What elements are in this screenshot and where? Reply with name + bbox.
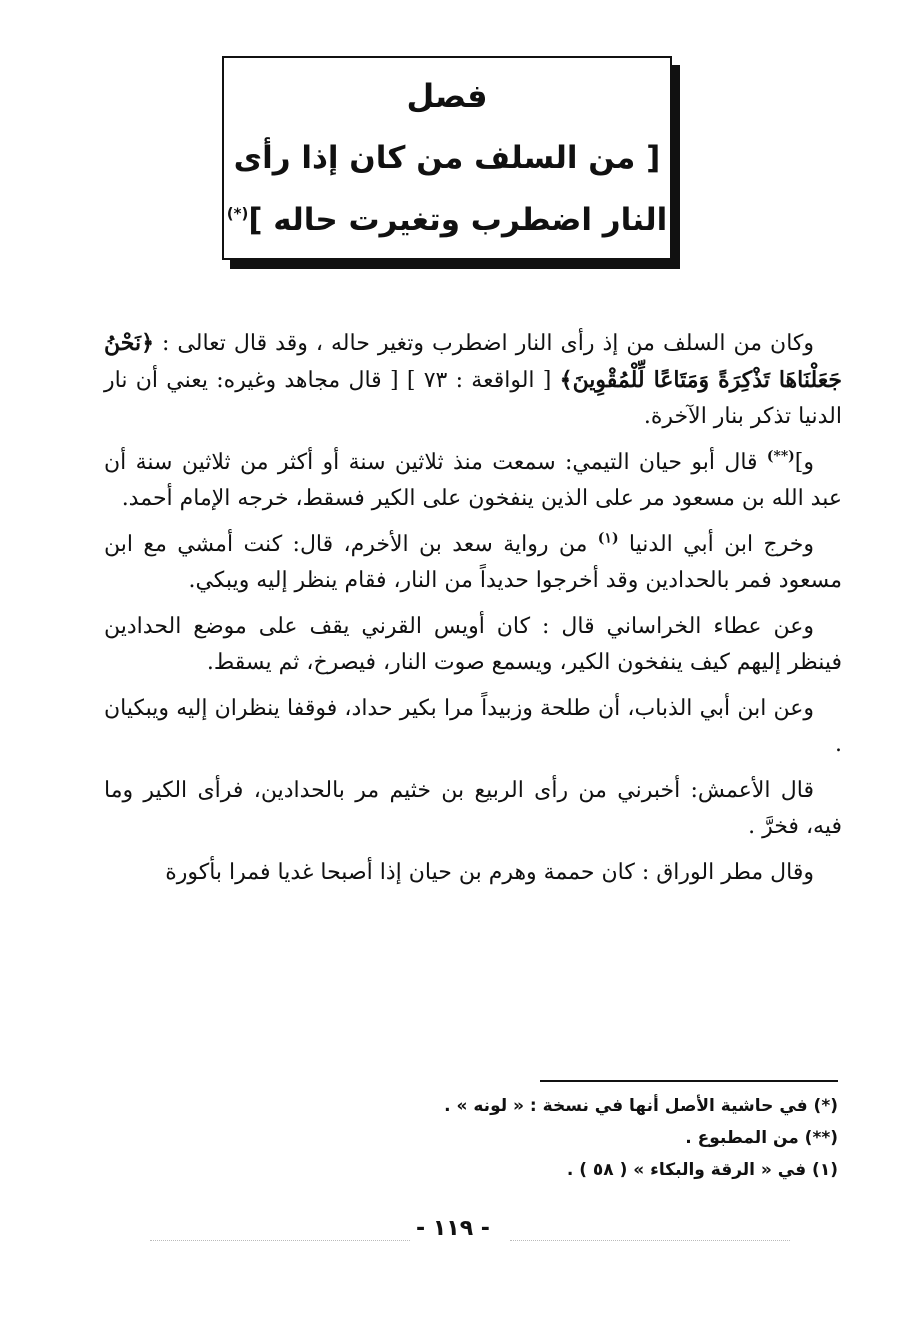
paragraph-text: من رواية سعد بن الأخرم، قال: كنت أمشي مع ابن مسعود فمر بالحدادين وقد أخرجوا حديداً من النار، فقام ينظر إليه ويبكي. [104, 532, 842, 593]
paragraph: قال الأعمش: أخبرني من رأى الربيع بن خثيم مر بالحدادين، فرأى الكير وما فيه، فخرَّ . [104, 778, 842, 839]
title-footnote-marker: (*) [226, 204, 249, 223]
paragraph [104, 527, 842, 599]
footnote-marker: (**) [766, 448, 795, 465]
paragraph-text: و] [794, 450, 814, 475]
footnote: (*) في حاشية الأصل أنها في نسخة : « لونه » . [444, 1096, 838, 1116]
paragraph [104, 325, 842, 435]
footnote-separator [540, 1080, 838, 1082]
paragraph [104, 445, 842, 517]
chapter-subtitle-line2 [224, 200, 670, 240]
footnotes [300, 1090, 838, 1186]
page-number: - ١١٩ - [416, 1216, 490, 1241]
chapter-subtitle-line2-text: النار اضطرب وتغيرت حاله ] [248, 202, 668, 238]
footnote: (١) في « الرقة والبكاء » ( ٥٨ ) . [566, 1160, 838, 1180]
footnote: (**) من المطبوع . [685, 1128, 838, 1148]
paragraph: وعن عطاء الخراساني قال : كان أويس القرني يقف على موضع الحدادين فينظر إليهم كيف ينفخون الكير، ويسمع صوت النار، فيصرخ، ثم يسقط. [104, 614, 842, 675]
paragraph-text: [ الواقعة : ٧٣ ] [ قال مجاهد وغيره: يعني أن نار الدنيا تذكر بنار الآخرة. [104, 368, 842, 429]
paragraph: وقال مطر الوراق : كان حممة وهرم بن حيان إذا أصبحا غديا فمرا بأكورة [165, 860, 814, 885]
chapter-title-box [222, 56, 672, 260]
paragraph-text: قال أبو حيان التيمي: سمعت منذ ثلاثين سنة أو أكثر من ثلاثين سنة أن عبد الله بن مسعود مر على الذين ينفخون على الكير فسقط، خرجه الإمام أحمد. [104, 450, 842, 511]
main-text [104, 325, 842, 901]
chapter-title: فصل [406, 77, 488, 115]
paragraph-text: وكان من السلف من إذ رأى النار اضطرب وتغير حاله ، وقد قال تعالى : [153, 331, 814, 356]
paragraph: وعن ابن أبي الذباب، أن طلحة وزبيداً مرا بكير حداد، فوقفا ينظران إليه ويبكيان . [104, 696, 842, 757]
footnote-marker: (١) [597, 530, 619, 547]
quran-verse: ﴿نَحْنُ جَعَلْنَاهَا تَذْكِرَةً وَمَتَاعًا لِّلْمُقْوِينَ﴾ [104, 330, 842, 393]
paragraph-text: وخرج ابن أبي الدنيا [618, 532, 814, 557]
chapter-subtitle-line1: [ من السلف من كان إذا رأى [233, 140, 661, 176]
